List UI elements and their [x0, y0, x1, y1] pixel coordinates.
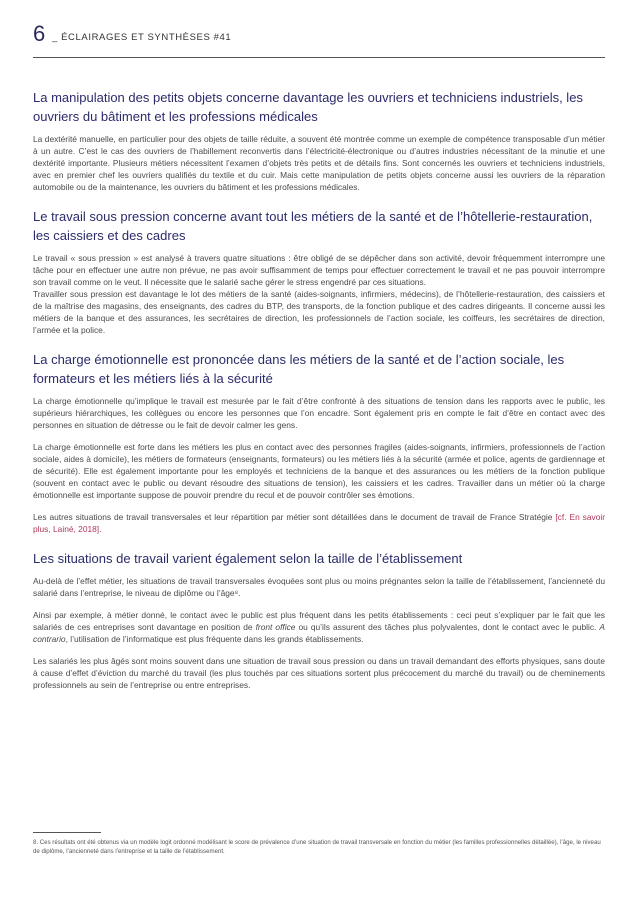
paragraph: Travailler sous pression est davantage le lot des métiers de la santé (aides-soignants, infirmiers, médecins), de l’hôtellerie-restauration, des caissiers et de la maîtrise des magasins, des enseignants, des cadres du BTP, des transports, de la fonction publique et des cadres dirigeants. Il concerne aussi les métiers de la banque et des assurances, les secrétaires de direction, les professionnels de l’action sociale, les coiffeurs, les secrétaires de direction, l’armée et la police. — [33, 289, 605, 335]
document-body — [33, 88, 605, 705]
paragraph: La dextérité manuelle, en particulier pour des objets de taille réduite, a souvent été montrée comme un exemple de compétence transposable d’un métier à un autre. C’est le cas des ouvriers de l’habillement reconvertis dans l’électricité-électronique ou d’autres industries nécessitant de la minutie et une dextérité importante. Plusieurs métiers nécessitent l’examen d’objets très petits et de détails fins. Sont concernés les ouvriers et techniciens industriels, avec en premier chef les ouvriers qualifiés du textile et du cuir. Mais cette manipulation de petits objets concerne aussi les ouvriers de la réparation automobile ou de la maintenance, les ouvriers du bâtiment et les professions médicales. — [33, 134, 605, 192]
section-heading: La charge émotionnelle est prononcée dans les métiers de la santé et de l’action sociale, les formateurs et les métiers liés à la sécurité — [33, 352, 565, 386]
page-header — [33, 21, 605, 58]
reference-link[interactable]: [cf. En savoir plus, Lainé, 2018] — [33, 512, 606, 534]
paragraph-tail: . — [99, 524, 102, 534]
italic-run: front office — [255, 622, 296, 632]
paragraph-with-reference — [33, 511, 605, 535]
italic-run: A contrario — [33, 622, 606, 644]
page-number: 6 — [33, 21, 46, 46]
paragraph: Le travail « sous pression » est analysé à travers quatre situations : être obligé de se dépêcher dans son activité, devoir fréquemment interrompre une tâche pour en effectuer une autre non prévue, ne pas avoir suffisamment de temps pour effectuer correctement le travail et ne pas pouvoir interrompre son travail comme on le veut. Il nécessite que le salarié sache gérer le stress engendré par ces situations. — [33, 253, 605, 287]
section-heading: Le travail sous pression concerne avant tout les métiers de la santé et de l’hôtellerie-restauration, les caissiers et des cadres — [33, 209, 593, 243]
section-small-objects — [33, 88, 605, 193]
paragraph: La charge émotionnelle qu’implique le travail est mesurée par le fait d’être confronté à des situations de tension dans les rapports avec le public, les supérieurs hiérarchiques, les collègues ou encore les personnes que l’on encadre. Sont également pris en compte le fait d’être en contact avec des personnes en situation de détresse ou le fait de devoir calmer les gens. — [33, 396, 605, 430]
section-emotional-load — [33, 350, 605, 535]
text-run: ou qu’ils assurent des tâches plus polyvalentes, dont le contact avec le public. — [295, 622, 600, 632]
section-establishment-size — [33, 549, 605, 691]
paragraph: La charge émotionnelle est forte dans les métiers les plus en contact avec des personnes fragiles (aides-soignants, infirmiers, professionnels de l’action sociale, aides à domicile), les métiers de formateurs (enseignants, formateurs) ou les métiers liés à la sécurité (armée et police, agents de gardiennage et de sécurité). Elle est également importante pour les employés et techniciens de la banque et des assurances ou les métiers de la fonction publique (souvent en contact avec le public ou devant résoudre des situations de tension), les caissiers et les cadres. Travailler dans un métier où la charge émotionnelle est importante suppose de pouvoir prendre du recul et de pouvoir contrôler ses émotions. — [33, 442, 605, 500]
paragraph: Au-delà de l’effet métier, les situations de travail transversales évoquées sont plus ou moins prégnantes selon la taille de l’établissement, l’ancienneté du salarié dans l’entreprise, le niveau de diplôme ou l’âge⁸. — [33, 576, 605, 598]
footnote-divider — [33, 832, 101, 833]
section-heading: Les situations de travail varient également selon la taille de l’établissement — [33, 551, 463, 566]
paragraph-text: Les autres situations de travail transversales et leur répartition par métier sont détaillées dans le document de travail de France Stratégie — [33, 512, 556, 522]
footnote: 8. Ces résultats ont été obtenus via un modèle logit ordonné modélisant le score de prévalence d’une situation de travail transversale en fonction du métier (les familles professionnelles détaillée), l’âge, le niveau de diplôme, l’ancienneté dans l’entreprise et la taille de l’établissement. — [33, 839, 601, 855]
paragraph-mixed — [33, 609, 605, 645]
text-run: Ainsi par exemple, à métier donné, le contact avec le public est plus fréquent dans les petits établissements : ceci peut s’expliquer par le fait que les salariés de ces entreprises sont davantage en position de — [33, 610, 605, 632]
paragraph: Les salariés les plus âgés sont moins souvent dans une situation de travail sous pression ou dans un travail demandant des efforts physiques, sans doute à cause d’effet d’éviction du marché du travail (les plus touchés par ces situations sortent plus précocement du marché du travail) ou de cheminements professionnels au sein de l’entreprise ou entre entreprises. — [33, 656, 605, 690]
running-head: _ ÉCLAIRAGES ET SYNTHÈSES #41 — [52, 32, 232, 43]
text-run: , l’utilisation de l’informatique est plus fréquente dans les grands établissements. — [65, 634, 364, 644]
section-work-pressure — [33, 207, 605, 336]
section-heading: La manipulation des petits objets concerne davantage les ouvriers et techniciens industriels, les ouvriers du bâtiment et les professions médicales — [33, 90, 583, 124]
